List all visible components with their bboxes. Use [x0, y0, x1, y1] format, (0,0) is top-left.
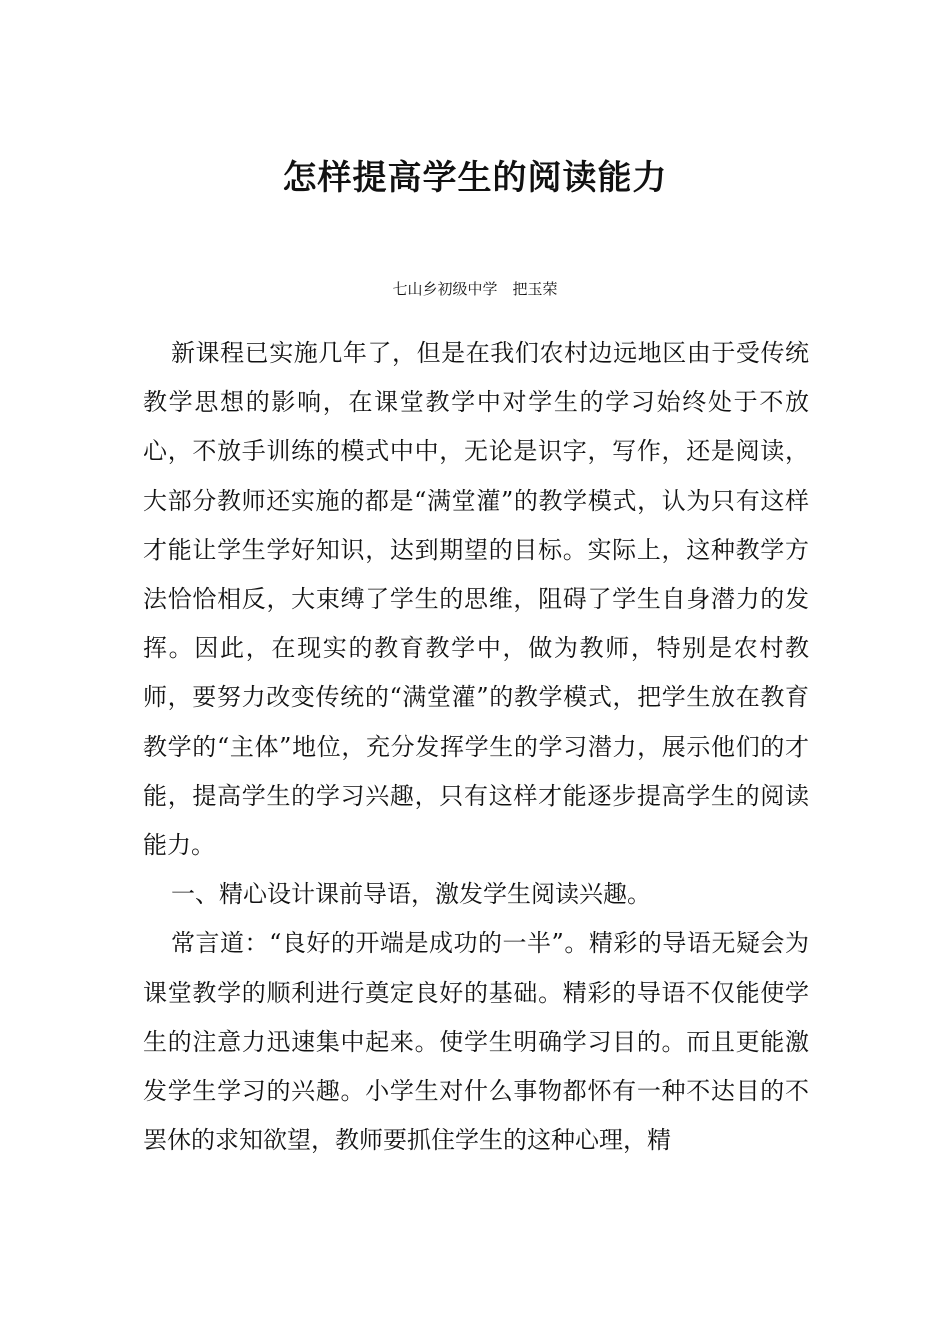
- paragraph-section-1: 常言道：“良好的开端是成功的一半”。精彩的导语无疑会为课堂教学的顺利进行奠定良好的基础。精彩的导语不仅能使学生的注意力迅速集中起来。使学生明确学习目的。而且更能激发学生学习的兴趣。小学生对什么事物都怀有一种不达目的不罢休的求知欲望，教师要抓住学生的这种心理，精: [143, 929, 809, 1155]
- section-heading-1: 一、精心设计课前导语，激发学生阅读兴趣。: [171, 880, 651, 909]
- document-body: [143, 329, 809, 1165]
- author-line: 七山乡初级中学 把玉荣: [392, 280, 558, 298]
- document-title: 怎样提高学生的阅读能力: [282, 158, 668, 198]
- paragraph-intro: 新课程已实施几年了，但是在我们农村边远地区由于受传统教学思想的影响，在课堂教学中对学生的学习始终处于不放心，不放手训练的模式中中，无论是识字，写作，还是阅读，大部分教师还实施的都是“满堂灌”的教学模式，认为只有这样才能让学生学好知识，达到期望的目标。实际上，这种教学方法恰恰相反，大束缚了学生的思维，阻碍了学生自身潜力的发挥。因此，在现实的教育教学中，做为教师，特别是农村教师，要努力改变传统的“满堂灌”的教学模式，把学生放在教育教学的“主体”地位，充分发挥学生的学习潜力，展示他们的才能，提高学生的学习兴趣，只有这样才能逐步提高学生的阅读能力。: [143, 339, 809, 860]
